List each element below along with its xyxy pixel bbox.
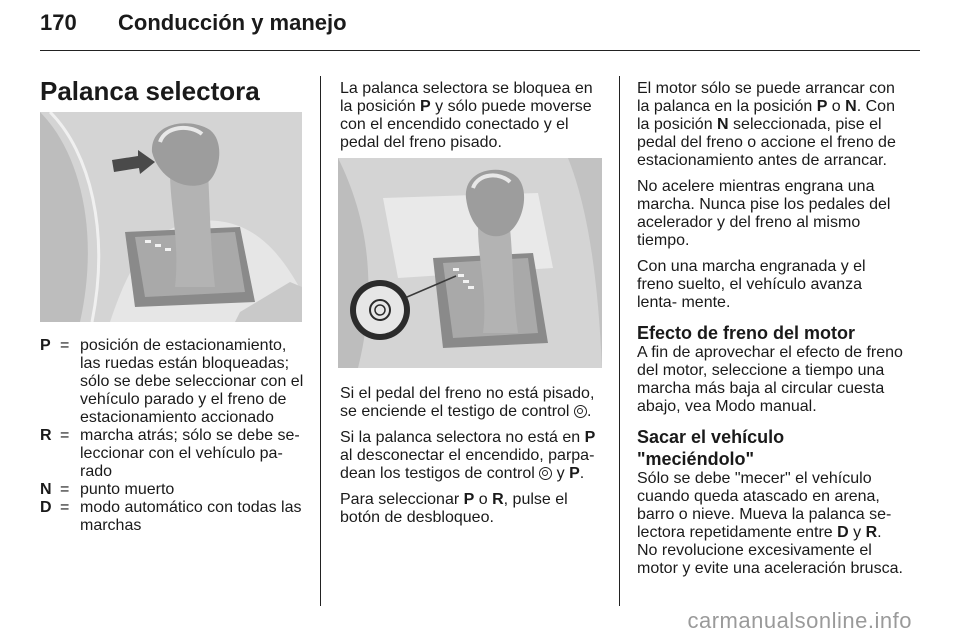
definition-eq: = <box>60 337 70 354</box>
column-2-bottom <box>340 385 602 535</box>
unlock-button-illustration <box>338 158 602 368</box>
definition-row <box>40 337 310 427</box>
header-divider <box>40 50 920 51</box>
accelerate-warning-paragraph: No acelere mientras engrana una marcha. Nunca pise los pedales del acelerador y del freno al mismo tiempo. <box>637 178 891 249</box>
definition-eq: = <box>60 481 70 498</box>
page-number: 170 <box>40 10 77 35</box>
engine-start-paragraph: El motor sólo se puede arrancar con la palanca en la posición P o N. Con la posición N seleccionada, pise el pedal del freno o accione el freno de estacionamiento antes de arrancar. <box>637 80 896 169</box>
engine-brake-heading: Efecto de freno del motor <box>637 323 856 343</box>
definition-key: N <box>40 481 52 498</box>
column-3 <box>637 80 903 586</box>
definition-row <box>40 427 310 481</box>
definition-key: R <box>40 427 52 444</box>
definition-eq: = <box>60 427 70 444</box>
column-divider-2 <box>619 76 620 606</box>
definition-eq: = <box>60 499 70 516</box>
definition-key: P <box>40 337 51 354</box>
column-divider-1 <box>320 76 321 606</box>
definition-row <box>40 499 310 535</box>
gear-definitions <box>40 337 310 535</box>
definition-text: marcha atrás; sólo se debe se- leccionar con el vehículo pa- rado <box>80 427 300 480</box>
gear-lever-illustration <box>40 112 302 322</box>
brake-warning-icon <box>574 405 587 418</box>
definition-text: posición de estacionamiento, las ruedas están bloqueadas; sólo se debe seleccionar con el vehículo parado y el freno de estacionamiento accionado <box>80 337 304 426</box>
rocking-paragraph: Sólo se debe "mecer" el vehículo cuando queda atascado en arena, barro o nieve. Mueva la palanca se- lectora repetidamente entre D y R. No revolucione excesivamente el motor y evite una aceleración brusca. <box>637 470 903 577</box>
engine-brake-paragraph: A fin de aprovechar el efecto de freno del motor, seleccione a tiempo una marcha más baja al circular cuesta abajo, vea Modo manual. <box>637 344 903 415</box>
chapter-title: Conducción y manejo <box>118 10 347 35</box>
watermark: carmanualsonline.info <box>687 608 912 633</box>
definition-text: punto muerto <box>80 481 175 498</box>
definition-key: D <box>40 499 52 516</box>
definition-row <box>40 481 310 499</box>
rocking-heading: Sacar el vehículo "meciéndolo" <box>637 427 785 469</box>
ignition-off-paragraph: Si la palanca selectora no está en P al desconectar el encendido, parpa- dean los testigos de control y P. <box>340 429 596 482</box>
section-title: Palanca selectora <box>40 76 260 106</box>
definition-text: modo automático con todas las marchas <box>80 499 302 534</box>
page-header <box>40 10 347 36</box>
brake-warning-icon <box>539 467 552 480</box>
lever-lock-paragraph: La palanca selectora se bloquea en la posición P y sólo puede moverse con el encendido conectado y el pedal del freno pisado. <box>340 80 593 151</box>
creep-paragraph: Con una marcha engranada y el freno suelto, el vehículo avanza lenta- mente. <box>637 258 866 311</box>
brake-warning-paragraph: Si el pedal del freno no está pisado, se enciende el testigo de control . <box>340 385 595 420</box>
unlock-paragraph: Para seleccionar P o R, pulse el botón de desbloqueo. <box>340 491 568 526</box>
column-2-top <box>340 80 602 160</box>
